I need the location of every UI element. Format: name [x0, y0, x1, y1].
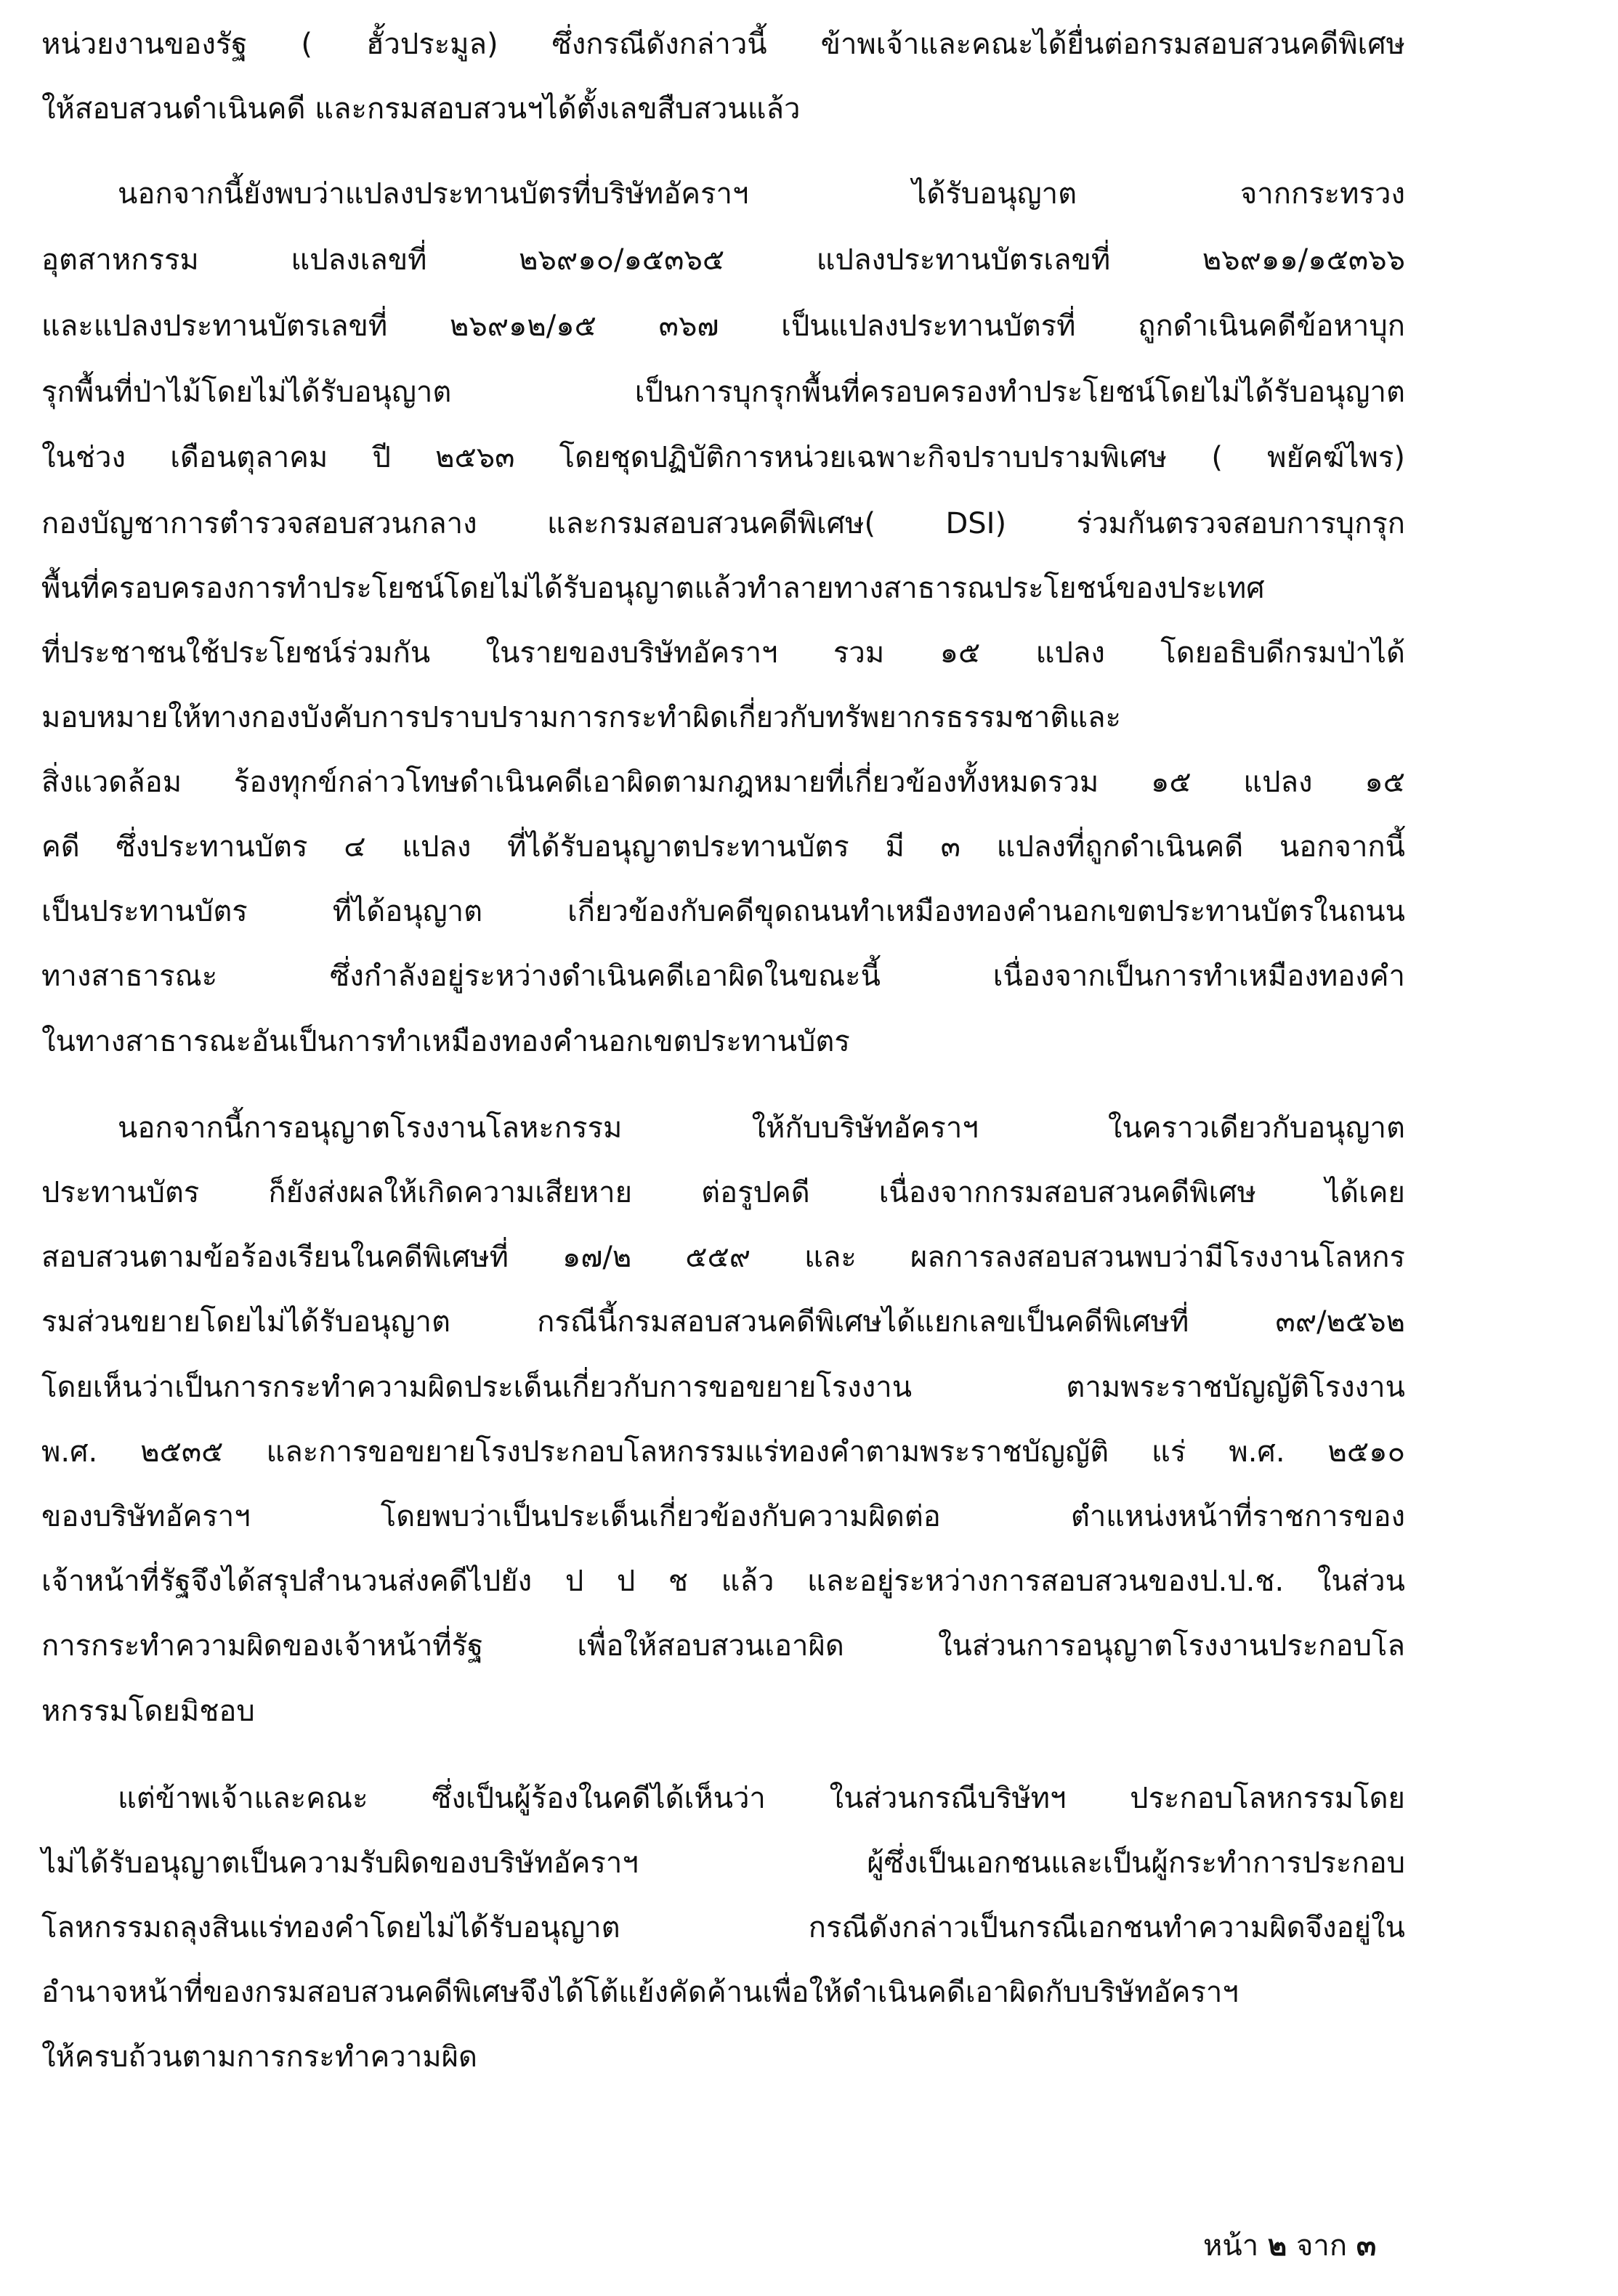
text-line: เป็นประทานบัตร ที่ได้อนุญาต เกี่ยวข้องกับคดีขุดถนนทำเหมืองทองคำนอกเขตประทานบัตรในถนน — [41, 895, 1405, 928]
text-line: กองบัญชาการตำรวจสอบสวนกลาง และกรมสอบสวนคดีพิเศษ( DSI) ร่วมกันตรวจสอบการบุกรุก — [41, 507, 1405, 540]
text-line: ในช่วง เดือนตุลาคม ปี ๒๕๖๓ โดยชุดปฏิบัติการหน่วยเฉพาะกิจปราบปรามพิเศษ ( พยัคฆ์ไพร) — [41, 441, 1405, 474]
text-line: ประทานบัตร ก็ยังส่งผลให้เกิดความเสียหาย ต่อรูปคดี เนื่องจากกรมสอบสวนคดีพิเศษ ได้เคย — [41, 1176, 1405, 1209]
text-line: ในทางสาธารณะอันเป็นการทำเหมืองทองคำนอกเขตประทานบัตร — [41, 1025, 850, 1058]
text-line: และแปลงประทานบัตรเลขที่ ๒๖๙๑๒/๑๕ ๓๖๗ เป็นแปลงประทานบัตรที่ ถูกดำเนินคดีข้อหาบุก — [41, 309, 1405, 343]
page-number — [1203, 2215, 1376, 2276]
text-line: รุกพื้นที่ป่าไม้โดยไม่ได้รับอนุญาต เป็นการบุกรุกพื้นที่ครอบครองทำประโยชน์โดยไม่ได้รับอนุญาต — [41, 376, 1405, 409]
text-line: สิ่งแวดล้อม ร้องทุกข์กล่าวโทษดำเนินคดีเอาผิดตามกฎหมายที่เกี่ยวข้องทั้งหมดรวม ๑๕ แปลง ๑๕ — [41, 766, 1405, 799]
text-line: แต่ข้าพเจ้าและคณะ ซึ่งเป็นผู้ร้องในคดีได้เห็นว่า ในส่วนกรณีบริษัทฯ ประกอบโลหกรรมโดย — [118, 1782, 1405, 1815]
page-total: ๓ — [1356, 2229, 1377, 2263]
page-current: ๒ — [1267, 2229, 1287, 2263]
text-line: ไม่ได้รับอนุญาตเป็นความรับผิดของบริษัทอัคราฯ ผู้ซึ่งเป็นเอกชนและเป็นผู้กระทำการประกอบ — [41, 1846, 1405, 1880]
text-line: ทางสาธารณะ ซึ่งกำลังอยู่ระหว่างดำเนินคดีเอาผิดในขณะนี้ เนื่องจากเป็นการทำเหมืองทองคำ — [41, 960, 1405, 993]
text-line: นอกจากนี้การอนุญาตโรงงานโลหะกรรม ให้กับบริษัทอัคราฯ ในคราวเดียวกับอนุญาต — [118, 1111, 1405, 1145]
text-line: ที่ประชาชนใช้ประโยชน์ร่วมกัน ในรายของบริษัทอัคราฯ รวม ๑๕ แปลง โดยอธิบดีกรมป่าได้ — [41, 636, 1406, 670]
text-line: คดี ซึ่งประทานบัตร ๔ แปลง ที่ได้รับอนุญาตประทานบัตร มี ๓ แปลงที่ถูกดำเนินคดี นอกจากนี้ — [41, 830, 1405, 864]
text-line: โลหกรรมถลุงสินแร่ทองคำโดยไม่ได้รับอนุญาต กรณีดังกล่าวเป็นกรณีเอกชนทำความผิดจึงอยู่ใน — [41, 1911, 1405, 1944]
text-line: พ.ศ. ๒๕๓๕ และการขอขยายโรงประกอบโลหกรรมแร่ทองคำตามพระราชบัญญัติ แร่ พ.ศ. ๒๕๑๐ — [41, 1435, 1405, 1469]
text-line: ของบริษัทอัคราฯ โดยพบว่าเป็นประเด็นเกี่ยวข้องกับความผิดต่อ ตำแหน่งหน้าที่ราชการของ — [41, 1500, 1405, 1533]
text-line: ให้ครบถ้วนตามการกระทำความผิด — [41, 2040, 477, 2074]
text-line: นอกจากนี้ยังพบว่าแปลงประทานบัตรที่บริษัทอัคราฯ ได้รับอนุญาต จากกระทรวง — [118, 177, 1405, 211]
text-line: หกรรมโดยมิชอบ — [41, 1695, 255, 1728]
text-line: อำนาจหน้าที่ของกรมสอบสวนคดีพิเศษจึงได้โต้แย้งคัดค้านเพื่อให้ดำเนินคดีเอาผิดกับบริษัทอัคราฯ — [41, 1976, 1239, 2009]
text-line: หน่วยงานของรัฐ ( ฮั้วประมูล) ซึ่งกรณีดังกล่าวนี้ ข้าพเจ้าและคณะได้ยื่นต่อกรมสอบสวนคดีพิเศษ — [41, 28, 1405, 61]
text-line: การกระทำความผิดของเจ้าหน้าที่รัฐ เพื่อให้สอบสวนเอาผิด ในส่วนการอนุญาตโรงงานประกอบโล — [41, 1629, 1405, 1663]
text-line: ให้สอบสวนดำเนินคดี และกรมสอบสวนฯได้ตั้งเลขสืบสวนแล้ว — [41, 92, 801, 126]
text-line: โดยเห็นว่าเป็นการกระทำความผิดประเด็นเกี่ยวกับการขอขยายโรงงาน ตามพระราชบัญญัติโรงงาน — [41, 1371, 1405, 1404]
text-line: สอบสวนตามข้อร้องเรียนในคดีพิเศษที่ ๑๗/๒ ๕๕๙ และ ผลการลงสอบสวนพบว่ามีโรงงานโลหกร — [41, 1241, 1405, 1274]
text-line: มอบหมายให้ทางกองบังคับการปราบปรามการกระทำผิดเกี่ยวกับทรัพยากรธรรมชาติและ — [41, 701, 1122, 734]
text-line: เจ้าหน้าที่รัฐจึงได้สรุปสำนวนส่งคดีไปยัง ป ป ช แล้ว และอยู่ระหว่างการสอบสวนของป.ป.ช. ในส่วน — [41, 1565, 1405, 1598]
of-label: จาก — [1295, 2229, 1348, 2263]
text-line: รมส่วนขยายโดยไม่ได้รับอนุญาต กรณีนี้กรมสอบสวนคดีพิเศษได้แยกเลขเป็นคดีพิเศษที่ ๓๙/๒๕๖๒ — [41, 1305, 1405, 1339]
text-line: อุตสาหกรรม แปลงเลขที่ ๒๖๙๑๐/๑๕๓๖๕ แปลงประทานบัตรเลขที่ ๒๖๙๑๑/๑๕๓๖๖ — [41, 243, 1405, 277]
text-line: พื้นที่ครอบครองการทำประโยชน์โดยไม่ได้รับอนุญาตแล้วทำลายทางสาธารณประโยชน์ของประเทศ — [41, 572, 1265, 605]
page-label: หน้า — [1203, 2229, 1259, 2263]
